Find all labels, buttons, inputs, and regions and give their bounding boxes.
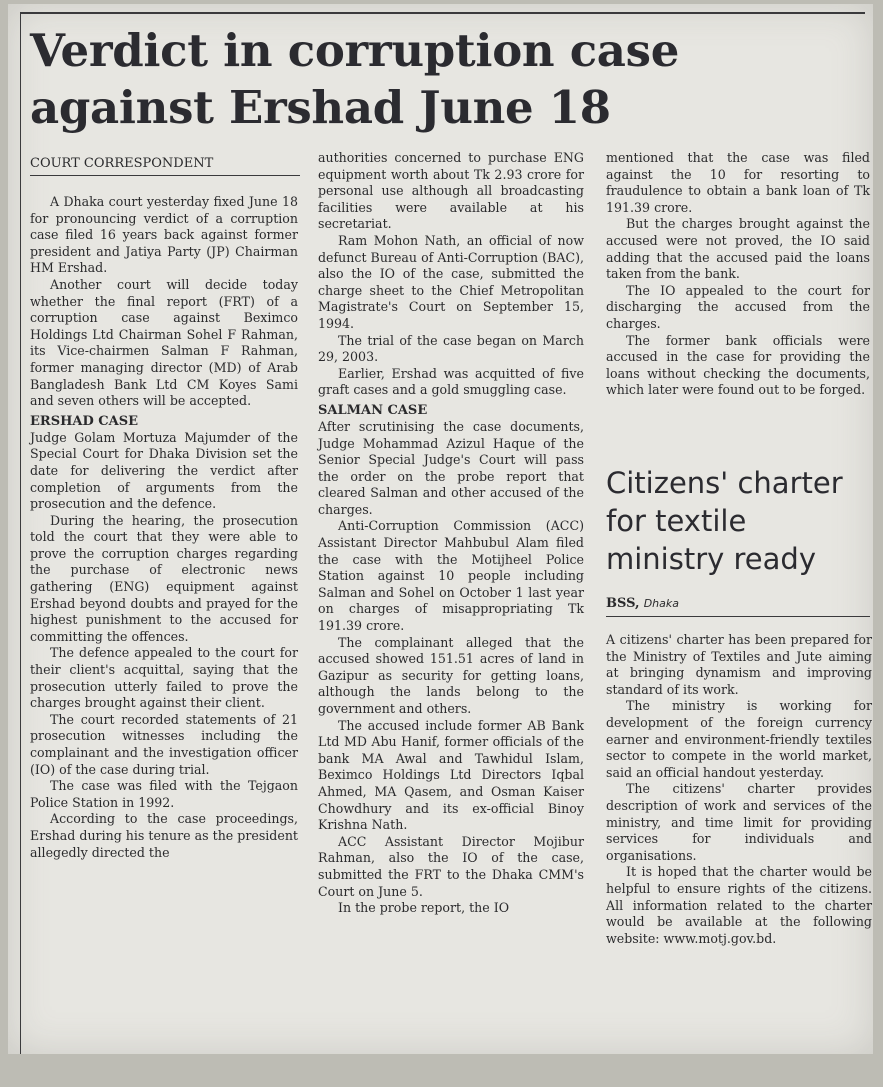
article-paragraph: Ram Mohon Nath, an official of now defunct Bureau of Anti-Corruption (BAC), also the IO of the case, submitted the charge sheet to the Chief Metropolitan Magistrate's Court on September 15, 1994. bbox=[318, 232, 584, 331]
second-headline: Citizens' charter for textile ministry ready bbox=[606, 466, 843, 576]
article-paragraph: The former bank officials were accused in the case for providing the loans without checking the documents, which later were found out to be forged. bbox=[606, 332, 870, 398]
article-paragraph: Anti-Corruption Commission (ACC) Assistant Director Mahbubul Alam filed the case with the Motijheel Police Station against 10 people including Salman and Sohel on October 1 last year on charges of misappropriating Tk 191.39 crore. bbox=[318, 518, 584, 634]
article-paragraph: authorities concerned to purchase ENG equipment worth about Tk 2.93 crore for personal use although all broadcasting facilities were available at his secretariat. bbox=[318, 150, 584, 232]
article-paragraph: The case was filed with the Tejgaon Police Station in 1992. bbox=[30, 778, 298, 810]
article-paragraph: The court recorded statements of 21 prosecution witnesses including the complainant and the investigation officer (IO) of the case during trial. bbox=[30, 711, 298, 777]
article-paragraph: But the charges brought against the accused were not proved, the IO said adding that the accused paid the loans taken from the bank. bbox=[606, 216, 870, 282]
article-paragraph: The accused include former AB Bank Ltd MD Abu Hanif, former officials of the bank MA Awal and Tawhidul Islam, Beximco Holdings Ltd Directors Iqbal Ahmed, MA Qasem, and Osman Kaiser Chowdhury and its ex-official Binoy Krishna Nath. bbox=[318, 717, 584, 833]
article-paragraph: The complainant alleged that the accused showed 151.51 acres of land in Gazipur as security for getting loans, although the lands belong to the government and others. bbox=[318, 634, 584, 716]
article-paragraph: The IO appealed to the court for discharging the accused from the charges. bbox=[606, 282, 870, 331]
article-paragraph: According to the case proceedings, Ershad during his tenure as the president allegedly directed the bbox=[30, 811, 298, 860]
article-paragraph: In the probe report, the IO bbox=[338, 900, 510, 916]
article-paragraph: The trial of the case began on March 29, 2003. bbox=[318, 332, 584, 365]
section-subhead: SALMAN CASE bbox=[318, 402, 428, 418]
main-column-3 bbox=[606, 150, 870, 399]
second-story-body bbox=[606, 632, 872, 947]
section-subhead: ERSHAD CASE bbox=[30, 413, 138, 429]
left-rule bbox=[20, 12, 21, 1054]
second-byline bbox=[606, 596, 870, 617]
article-paragraph: ACC Assistant Director Mojibur Rahman, also the IO of the case, submitted the FRT to the Dhaka CMM's Court on June 5. bbox=[318, 833, 584, 899]
article-paragraph: mentioned that the case was filed against the 10 for resorting to fraudulence to obtain a bank loan of Tk 191.39 crore. bbox=[606, 150, 870, 215]
dateline-place: Dhaka bbox=[643, 597, 679, 610]
article-paragraph: Another court will decide today whether the final report (FRT) of a corruption case against Beximco Holdings Ltd Chairman Sohel F Rahman, its Vice-chairmen Salman F Rahman, former managing director (MD) of Arab Bangladesh Bank Ltd CM Koyes Sami and seven others will be accepted. bbox=[30, 276, 298, 409]
top-rule bbox=[20, 12, 865, 14]
main-headline: Verdict in corruption case against Ershad June 18 bbox=[30, 24, 680, 134]
article-paragraph: A Dhaka court yesterday fixed June 18 for pronouncing verdict of a corruption case filed 16 years back against former president and Jatiya Party (JP) Chairman HM Ershad. bbox=[30, 194, 298, 276]
article-paragraph: It is hoped that the charter would be helpful to ensure rights of the citizens. All information related to the charter would be available at the following website: www.motj.gov.bd. bbox=[606, 864, 872, 946]
newspaper-clipping bbox=[8, 4, 873, 1054]
main-column-2 bbox=[318, 150, 584, 917]
article-paragraph: During the hearing, the prosecution told the court that they were able to prove the corruption charges regarding the purchase of electronic news gathering (ENG) equipment against Ershad beyond doubts and prayed for the highest punishment to the accused for committing the offences. bbox=[30, 512, 298, 644]
article-paragraph: After scrutinising the case documents, Judge Mohammad Azizul Haque of the Senior Special Judge's Court will pass the order on the probe report that cleared Salman and other accused of the charges. bbox=[318, 418, 584, 517]
main-column-1 bbox=[30, 194, 298, 861]
article-paragraph: Judge Golam Mortuza Majumder of the Special Court for Dhaka Division set the date for delivering the verdict after completion of arguments from the prosecution and the defence. bbox=[30, 429, 298, 512]
agency-name: BSS, bbox=[606, 596, 640, 611]
article-paragraph: The citizens' charter provides description of work and services of the ministry, and time limit for providing services for individuals and organisations. bbox=[606, 781, 872, 863]
article-paragraph: A citizens' charter has been prepared for the Ministry of Textiles and Jute aiming at bringing dynamism and improving standard of its work. bbox=[606, 632, 872, 697]
article-paragraph: The ministry is working for development of the foreign currency earner and environment-friendly textiles sector to compete in the world market, said an official handout yesterday. bbox=[606, 698, 872, 780]
article-paragraph: Earlier, Ershad was acquitted of five graft cases and a gold smuggling case. bbox=[318, 365, 584, 398]
main-byline: COURT CORRESPONDENT bbox=[30, 156, 300, 176]
article-paragraph: The defence appealed to the court for their client's acquittal, saying that the prosecution utterly failed to prove the charges brought against their client. bbox=[30, 645, 298, 711]
